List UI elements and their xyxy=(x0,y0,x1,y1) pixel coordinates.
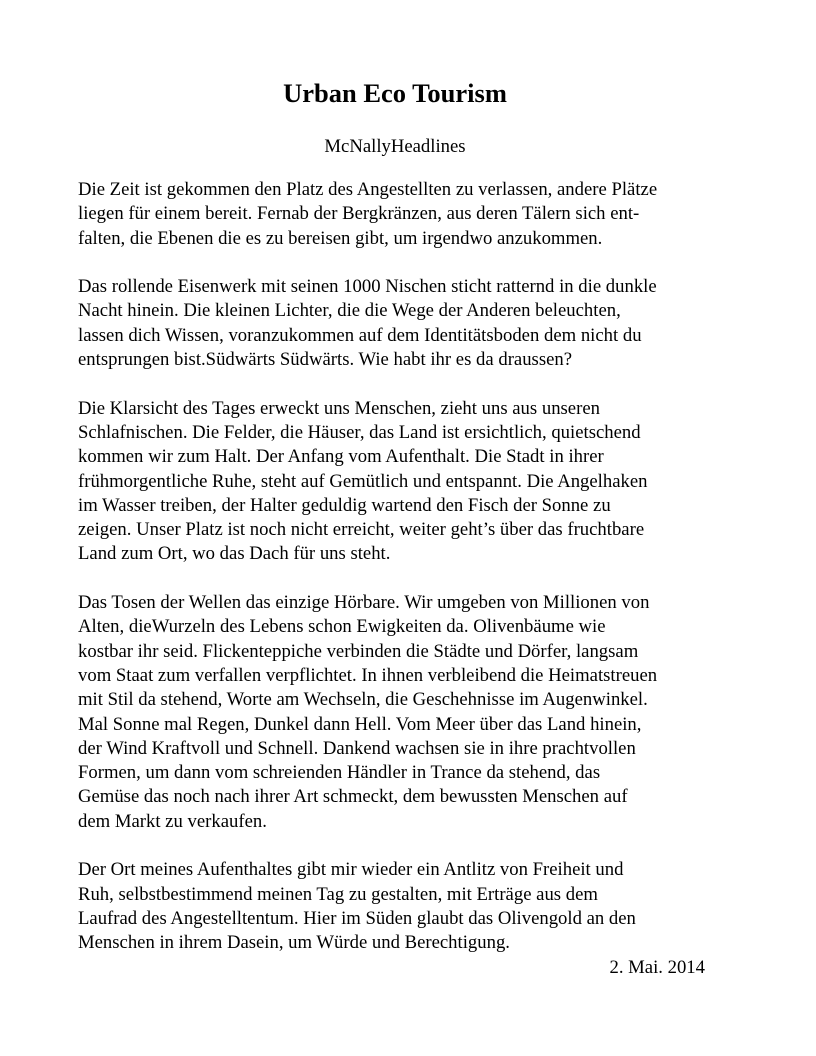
document-date: 2. Mai. 2014 xyxy=(609,956,705,978)
document-title: Urban Eco Tourism xyxy=(283,78,507,108)
paragraph-4: Das Tosen der Wellen das einzige Hörbare. Wir umgeben von Millionen von Alten, dieWurzeln des Lebens schon Ewigkeiten da. Olivenbäume wie kostbar ihr seid. Flickenteppiche verbinden die Städte und Dörfer, langsam vom Staat zum verfallen verpflichtet. In ihnen verbleibend die Heimatstreuen mit Stil da stehend, Worte am Wechseln, die Geschehnisse im Augenwinkel. Mal Sonne mal Regen, Dunkel dann Hell. Vom Meer über das Land hinein, der Wind Kraftvoll und Schnell. Dankend wachsen sie in ihre prachtvollen Formen, um dann vom schreienden Händler in Trance da stehend, das Gemüse das noch nach ihrer Art schmeckt, dem bewussten Menschen auf dem Markt zu verkaufen. xyxy=(78,592,658,832)
paragraph-1: Die Zeit ist gekommen den Platz des Angestellten zu verlassen, andere Plätze liegen für einem bereit. Fernab der Bergkränzen, aus deren Tälern sich ent- falten, die Ebenen die es zu bereisen gibt, um irgendwo anzukommen. xyxy=(78,179,658,249)
paragraph-2: Das rollende Eisenwerk mit seinen 1000 Nischen sticht ratternd in die dunkle Nacht hinein. Die kleinen Lichter, die die Wege der Anderen beleuchten, lassen dich Wissen, voranzukommen auf dem Identitätsboden dem nicht du entsprungen bist.Südwärts Südwärts. Wie habt ihr es da draussen? xyxy=(78,276,657,371)
paragraph-5: Der Ort meines Aufenthaltes gibt mir wieder ein Antlitz von Freiheit und Ruh, selbstbestimmend meinen Tag zu gestalten, mit Erträge aus dem Laufrad des Angestelltentum. Hier im Süden glaubt das Olivengold an den Menschen in ihrem Dasein, um Würde und Berechtigung. xyxy=(78,859,636,954)
document-body xyxy=(78,178,748,980)
document-author: McNallyHeadlines xyxy=(324,136,466,157)
paragraph-3: Die Klarsicht des Tages erweckt uns Menschen, zieht uns aus unseren Schlafnischen. Die Felder, die Häuser, das Land ist ersichtlich, quietschend kommen wir zum Halt. Der Anfang vom Aufenthalt. Die Stadt in ihrer frühmorgentliche Ruhe, steht auf Gemütlich und entspannt. Die Angelhaken im Wasser treiben, der Halter geduldig wartend den Fisch der Sonne zu zeigen. Unser Platz ist noch nicht erreicht, weiter geht’s über das fruchtbare Land zum Ort, wo das Dach für uns steht. xyxy=(78,397,648,565)
